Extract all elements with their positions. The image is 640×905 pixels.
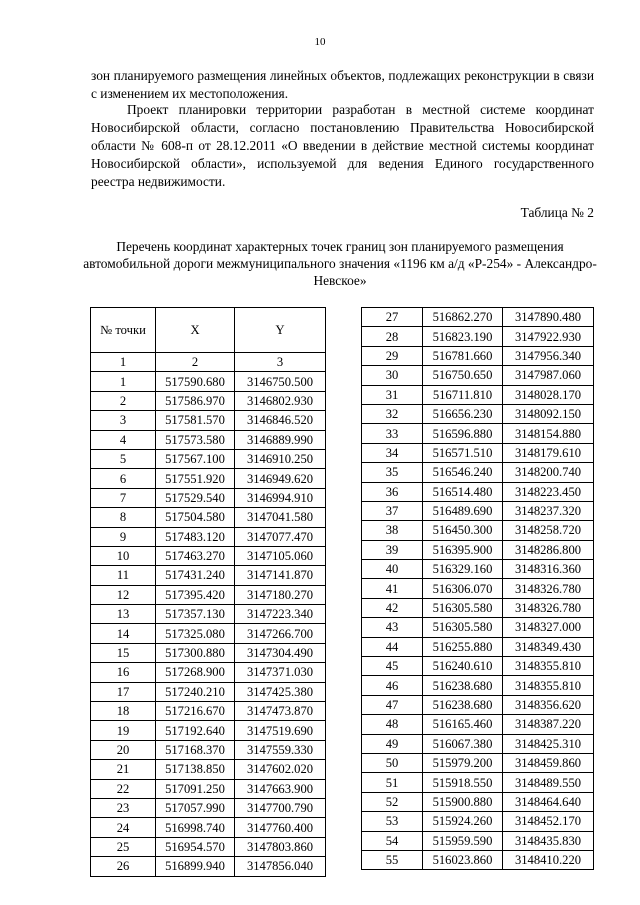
x-coordinate-cell: 516656.230 [423,404,503,423]
y-coordinate-cell: 3147180.270 [235,585,326,604]
x-coordinate-cell: 515959.590 [423,831,503,850]
point-number-cell: 43 [362,618,423,637]
y-coordinate-cell: 3148223.450 [503,482,594,501]
table-row [91,643,326,662]
table-row [362,560,594,579]
table-row [362,831,594,850]
table-row [91,585,326,604]
table-row [91,372,326,391]
x-coordinate-cell: 517168.370 [156,740,235,759]
table-number-label: Таблица № 2 [520,205,594,220]
x-coordinate-cell: 517240.210 [156,682,235,701]
y-coordinate-cell: 3147922.930 [503,327,594,346]
point-number-cell: 40 [362,560,423,579]
y-coordinate-cell: 3146846.520 [235,411,326,430]
x-coordinate-cell: 515918.550 [423,773,503,792]
point-number-cell: 53 [362,812,423,831]
table-row [362,850,594,869]
y-coordinate-cell: 3147304.490 [235,643,326,662]
y-coordinate-cell: 3148459.860 [503,753,594,772]
x-coordinate-cell: 516255.880 [423,637,503,656]
table-row [91,449,326,468]
x-coordinate-cell: 517325.080 [156,624,235,643]
x-coordinate-cell: 517057.990 [156,798,235,817]
table-row [362,734,594,753]
x-coordinate-cell: 517573.580 [156,430,235,449]
table-row [91,527,326,546]
point-number-cell: 51 [362,773,423,792]
y-coordinate-cell: 3146949.620 [235,469,326,488]
x-coordinate-cell: 516862.270 [423,308,503,327]
point-number-cell: 49 [362,734,423,753]
table-row [91,391,326,410]
point-number-cell: 54 [362,831,423,850]
table-row [91,508,326,527]
table-row [362,404,594,423]
point-number-cell: 11 [91,566,156,585]
x-coordinate-cell: 516954.570 [156,837,235,856]
table-row [362,695,594,714]
x-coordinate-cell: 517567.100 [156,449,235,468]
point-number-cell: 28 [362,327,423,346]
point-number-cell: 50 [362,753,423,772]
table-row [362,598,594,617]
y-coordinate-cell: 3147559.330 [235,740,326,759]
point-number-cell: 32 [362,404,423,423]
table-row [362,812,594,831]
table-row [91,760,326,779]
table-row [362,482,594,501]
x-coordinate-cell: 517300.880 [156,643,235,662]
x-coordinate-cell: 517091.250 [156,779,235,798]
table-column-number-row [91,353,326,372]
x-coordinate-cell: 515900.880 [423,792,503,811]
table-row [91,469,326,488]
y-coordinate-cell: 3148316.360 [503,560,594,579]
x-coordinate-cell: 517216.670 [156,702,235,721]
x-coordinate-cell: 516899.940 [156,857,235,876]
y-coordinate-cell: 3146802.930 [235,391,326,410]
y-coordinate-cell: 3148355.810 [503,657,594,676]
y-coordinate-cell: 3148326.780 [503,579,594,598]
point-number-cell: 22 [91,779,156,798]
table-row [362,618,594,637]
table-row [362,463,594,482]
point-number-cell: 17 [91,682,156,701]
point-number-cell: 20 [91,740,156,759]
point-number-cell: 15 [91,643,156,662]
y-coordinate-cell: 3147602.020 [235,760,326,779]
y-coordinate-cell: 3147700.790 [235,798,326,817]
x-coordinate-cell: 516571.510 [423,443,503,462]
point-number-cell: 47 [362,695,423,714]
y-coordinate-cell: 3147760.400 [235,818,326,837]
coordinate-system-paragraph: Проект планировки территории разработан в местной системе координат Новосибирской области, согласно постановлению Правительства Новосибирской области № 608-п от 28.12.2011 «О введении в действие местной системы координат Новосибирской области», используемой для ведения Единого государственного реестра недвижимости. [91,102,594,189]
table-row [91,740,326,759]
table-row [91,546,326,565]
point-number-cell: 16 [91,663,156,682]
table-row [362,540,594,559]
x-coordinate-cell: 517463.270 [156,546,235,565]
point-number-cell: 48 [362,715,423,734]
table-row [91,605,326,624]
table-row [91,857,326,876]
y-coordinate-cell: 3148326.780 [503,598,594,617]
y-coordinate-cell: 3147041.580 [235,508,326,527]
y-coordinate-cell: 3147473.870 [235,702,326,721]
y-coordinate-cell: 3148258.720 [503,521,594,540]
table-row [362,637,594,656]
y-coordinate-cell: 3147223.340 [235,605,326,624]
table-row [91,818,326,837]
column-number-2: 2 [156,353,235,372]
point-number-cell: 8 [91,508,156,527]
x-coordinate-cell: 517529.540 [156,488,235,507]
point-number-cell: 46 [362,676,423,695]
y-coordinate-cell: 3147371.030 [235,663,326,682]
x-coordinate-cell: 516305.580 [423,598,503,617]
y-coordinate-cell: 3148452.170 [503,812,594,831]
y-coordinate-cell: 3148237.320 [503,501,594,520]
table-row [91,837,326,856]
point-number-cell: 52 [362,792,423,811]
table-row [362,385,594,404]
table-header-row [91,308,326,353]
point-number-cell: 19 [91,721,156,740]
point-number-cell: 26 [91,857,156,876]
x-coordinate-cell: 517581.570 [156,411,235,430]
point-number-cell: 37 [362,501,423,520]
x-coordinate-cell: 516305.580 [423,618,503,637]
table-row [91,798,326,817]
point-number-cell: 31 [362,385,423,404]
y-coordinate-cell: 3148179.610 [503,443,594,462]
x-coordinate-cell: 517395.420 [156,585,235,604]
y-coordinate-cell: 3147856.040 [235,857,326,876]
y-coordinate-cell: 3148435.830 [503,831,594,850]
table-row [91,624,326,643]
point-number-cell: 30 [362,366,423,385]
table-row [362,443,594,462]
point-number-cell: 35 [362,463,423,482]
y-coordinate-cell: 3148349.430 [503,637,594,656]
point-number-cell: 55 [362,850,423,869]
y-coordinate-cell: 3148028.170 [503,385,594,404]
y-coordinate-cell: 3146889.990 [235,430,326,449]
y-coordinate-cell: 3147141.870 [235,566,326,585]
point-number-cell: 36 [362,482,423,501]
table-row [362,773,594,792]
y-coordinate-cell: 3147890.480 [503,308,594,327]
y-coordinate-cell: 3148286.800 [503,540,594,559]
point-number-cell: 45 [362,657,423,676]
y-coordinate-cell: 3148200.740 [503,463,594,482]
point-number-cell: 6 [91,469,156,488]
left-table-body [91,372,326,876]
x-coordinate-cell: 516306.070 [423,579,503,598]
x-coordinate-cell: 517357.130 [156,605,235,624]
x-coordinate-cell: 516067.380 [423,734,503,753]
intro-paragraph: зон планируемого размещения линейных объектов, подлежащих реконструкции в связи с изменением их местоположения. [91,68,594,101]
x-coordinate-cell: 516023.860 [423,850,503,869]
table-caption: Перечень координат характерных точек границ зон планируемого размещения автомобильной дороги межмуниципального значения «1196 км а/д «Р-254» - Александро-Невское» [83,239,597,288]
point-number-cell: 10 [91,546,156,565]
x-coordinate-cell: 516240.610 [423,657,503,676]
point-number-cell: 2 [91,391,156,410]
x-coordinate-cell: 516998.740 [156,818,235,837]
point-number-cell: 24 [91,818,156,837]
x-coordinate-cell: 516823.190 [423,327,503,346]
table-row [91,682,326,701]
x-coordinate-cell: 516781.660 [423,346,503,365]
point-number-cell: 33 [362,424,423,443]
header-point-number: № точки [91,308,156,353]
table-row [91,411,326,430]
x-coordinate-cell: 516596.880 [423,424,503,443]
point-number-cell: 44 [362,637,423,656]
x-coordinate-cell: 515924.260 [423,812,503,831]
x-coordinate-cell: 517138.850 [156,760,235,779]
point-number-cell: 1 [91,372,156,391]
point-number-cell: 38 [362,521,423,540]
column-number-3: 3 [235,353,326,372]
point-number-cell: 5 [91,449,156,468]
y-coordinate-cell: 3148464.640 [503,792,594,811]
x-coordinate-cell: 517268.900 [156,663,235,682]
point-number-cell: 13 [91,605,156,624]
coordinates-table-right [361,307,594,870]
table-row [362,327,594,346]
point-number-cell: 7 [91,488,156,507]
y-coordinate-cell: 3147105.060 [235,546,326,565]
table-row [91,663,326,682]
table-row [362,792,594,811]
x-coordinate-cell: 516750.650 [423,366,503,385]
y-coordinate-cell: 3148410.220 [503,850,594,869]
point-number-cell: 18 [91,702,156,721]
table-row [362,657,594,676]
x-coordinate-cell: 517551.920 [156,469,235,488]
table-row [362,501,594,520]
y-coordinate-cell: 3146750.500 [235,372,326,391]
table-row [362,424,594,443]
table-row [362,366,594,385]
y-coordinate-cell: 3148154.880 [503,424,594,443]
y-coordinate-cell: 3148327.000 [503,618,594,637]
point-number-cell: 3 [91,411,156,430]
x-coordinate-cell: 516450.300 [423,521,503,540]
point-number-cell: 25 [91,837,156,856]
x-coordinate-cell: 517483.120 [156,527,235,546]
header-y: Y [235,308,326,353]
y-coordinate-cell: 3147077.470 [235,527,326,546]
point-number-cell: 41 [362,579,423,598]
table-row [362,346,594,365]
x-coordinate-cell: 517590.680 [156,372,235,391]
table-row [362,308,594,327]
y-coordinate-cell: 3148425.310 [503,734,594,753]
header-x: X [156,308,235,353]
x-coordinate-cell: 515979.200 [423,753,503,772]
right-table-body [362,308,594,870]
y-coordinate-cell: 3148489.550 [503,773,594,792]
table-row [91,430,326,449]
x-coordinate-cell: 517192.640 [156,721,235,740]
y-coordinate-cell: 3148356.620 [503,695,594,714]
x-coordinate-cell: 516546.240 [423,463,503,482]
table-row [362,676,594,695]
point-number-cell: 42 [362,598,423,617]
x-coordinate-cell: 516514.480 [423,482,503,501]
y-coordinate-cell: 3147956.340 [503,346,594,365]
point-number-cell: 4 [91,430,156,449]
table-row [91,566,326,585]
table-row [362,715,594,734]
point-number-cell: 27 [362,308,423,327]
x-coordinate-cell: 516165.460 [423,715,503,734]
coordinates-table-left [90,307,326,877]
point-number-cell: 14 [91,624,156,643]
x-coordinate-cell: 516395.900 [423,540,503,559]
x-coordinate-cell: 517504.580 [156,508,235,527]
point-number-cell: 21 [91,760,156,779]
table-row [362,753,594,772]
point-number-cell: 9 [91,527,156,546]
y-coordinate-cell: 3147519.690 [235,721,326,740]
y-coordinate-cell: 3146994.910 [235,488,326,507]
x-coordinate-cell: 517586.970 [156,391,235,410]
x-coordinate-cell: 516489.690 [423,501,503,520]
y-coordinate-cell: 3148092.150 [503,404,594,423]
y-coordinate-cell: 3147425.380 [235,682,326,701]
x-coordinate-cell: 516329.160 [423,560,503,579]
point-number-cell: 23 [91,798,156,817]
x-coordinate-cell: 516711.810 [423,385,503,404]
y-coordinate-cell: 3147663.900 [235,779,326,798]
table-row [362,521,594,540]
y-coordinate-cell: 3147803.860 [235,837,326,856]
table-row [91,702,326,721]
y-coordinate-cell: 3147266.700 [235,624,326,643]
point-number-cell: 39 [362,540,423,559]
table-row [91,779,326,798]
x-coordinate-cell: 516238.680 [423,695,503,714]
x-coordinate-cell: 517431.240 [156,566,235,585]
y-coordinate-cell: 3146910.250 [235,449,326,468]
y-coordinate-cell: 3148355.810 [503,676,594,695]
page-number: 10 [314,36,326,48]
point-number-cell: 29 [362,346,423,365]
table-row [91,488,326,507]
point-number-cell: 12 [91,585,156,604]
table-row [91,721,326,740]
table-row [362,579,594,598]
point-number-cell: 34 [362,443,423,462]
column-number-1: 1 [91,353,156,372]
x-coordinate-cell: 516238.680 [423,676,503,695]
y-coordinate-cell: 3148387.220 [503,715,594,734]
y-coordinate-cell: 3147987.060 [503,366,594,385]
